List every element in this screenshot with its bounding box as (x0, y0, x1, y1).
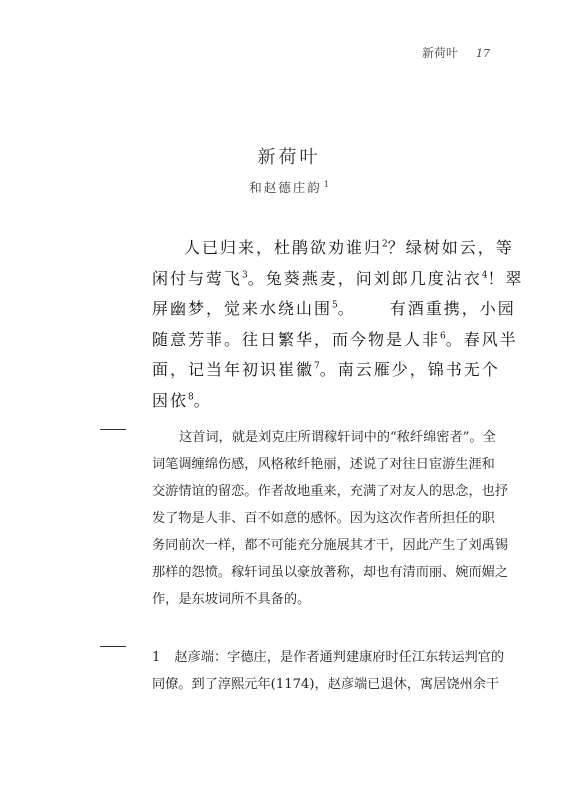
poem-line (152, 355, 500, 386)
poem-line (152, 386, 492, 417)
footnote-marker: 2 (382, 239, 388, 250)
footnote-marker: 1 (323, 179, 329, 189)
poem-text: 。春风半 (445, 329, 518, 349)
poem-text: 人已归来，杜鹃欲劝谁归 (184, 238, 383, 257)
footnote-marker: 5 (332, 300, 338, 311)
footnote-number: 1 (152, 650, 161, 665)
commentary-line: 这首词，就是刘克庄所谓稼轩词中的“秾纤绵密者”。全 (179, 430, 496, 445)
footnote-text: 赵彦端：字德庄，是作者通判建康府时任江东转运判官的 (174, 650, 505, 665)
poem-text: 。 (193, 390, 212, 410)
section-divider (100, 429, 126, 430)
footnote (152, 644, 505, 698)
footnote-line: 同僚。到了淳熙元年(1174)，赵彦端已退休，寓居饶州余干 (152, 677, 500, 692)
footnote-line (152, 644, 505, 671)
poem-text: 闲付与莺飞 (152, 268, 243, 288)
poem-line (152, 325, 518, 356)
poem-line (152, 294, 516, 325)
commentary-line: 交游情谊的留恋。作者故地重来，充满了对友人的思念，也抒 (152, 484, 509, 499)
page-number: 17 (476, 47, 490, 60)
running-head (422, 44, 490, 61)
poem-line (152, 264, 524, 295)
footnote-marker: 7 (314, 361, 320, 372)
commentary-line: 词笔调缠绵伤感，风格秾纤艳丽，述说了对往日宦游生涯和 (152, 457, 495, 472)
poem-text: 。南云雁少，锦书无个 (319, 360, 500, 379)
commentary-line: 那样的怨愤。稼轩词虽以豪放著称，却也有清而丽、婉而媚之 (152, 565, 509, 580)
running-title: 新荷叶 (421, 46, 458, 60)
notes-divider (100, 646, 126, 647)
poem-subtitle (0, 178, 578, 196)
poem-line (152, 233, 514, 264)
poem-text: 因依 (152, 390, 189, 410)
poem-text: 。 (337, 299, 356, 318)
poem-text: 有酒重携，小园 (389, 299, 516, 318)
poem-text: 。兔葵燕麦，问刘郎几度沾衣 (247, 268, 482, 288)
poem-text: 随意芳菲。往日繁华，而今物是人非 (152, 329, 441, 349)
poem-text: 面，记当年初识崔徽 (152, 360, 315, 379)
poem-title: 新荷叶 (257, 147, 321, 168)
poem-text: 屏幽梦，觉来水绕山围 (152, 299, 333, 318)
footnote-marker: 3 (242, 270, 248, 281)
commentary (152, 424, 509, 613)
footnote-marker: 4 (481, 270, 488, 281)
commentary-line: 务同前次一样，都不可能充分施展其才干，因此产生了刘禹锡 (152, 538, 509, 553)
poem-text: ？绿树如云，等 (387, 238, 514, 257)
commentary-line: 发了物是人非、百不如意的感怀。因为这次作者所担任的职 (152, 511, 495, 526)
footnote-marker: 8 (188, 392, 194, 403)
footnote-marker: 6 (440, 331, 446, 342)
poem-text: ！翠 (487, 268, 524, 288)
commentary-line: 作，是东坡词所不具备的。 (152, 592, 311, 607)
subtitle-text: 和赵德庄韵 (249, 180, 322, 195)
poem-body (152, 233, 524, 416)
